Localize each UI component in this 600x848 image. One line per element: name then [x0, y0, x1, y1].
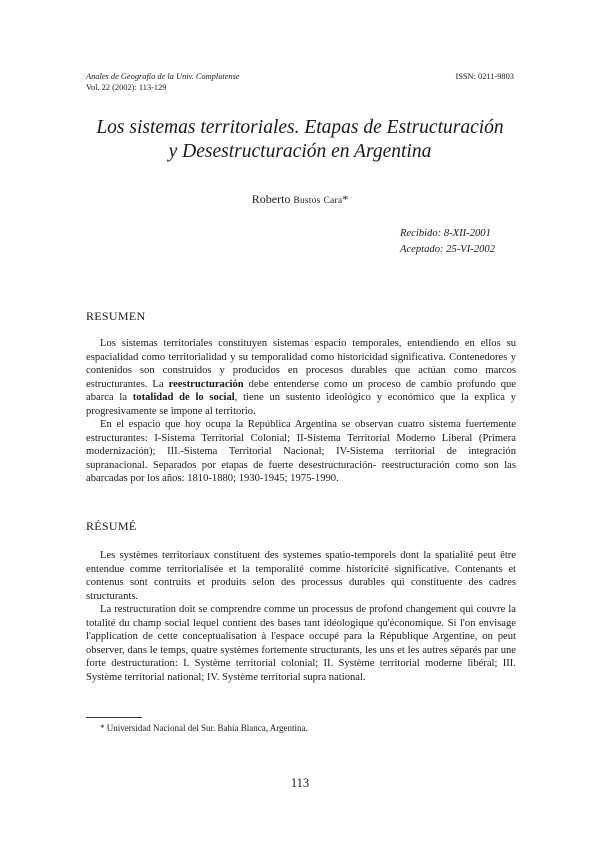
resume-paragraph-2: La restructuration doit se comprendre comme un processus de profond changement qui couvre la totalité du champ social lequel contient des bases tant idéologique qu'économique. Si l'on envisage l'application de cette conceptualisation à l'espace occupé para la République Argentine, on peut observer, dans le temps, quatre systèmes fortemente structurants, les uns et les autres séparés par une forte destructuration: I. Système territorial colonial; II. Système territorial moderne libéral; III. Système territorial national; IV. Système territorial supra national.: [86, 604, 516, 683]
author-surname-2: Cara: [323, 196, 343, 206]
journal-volume: Vol. 22 (2002): 113-129: [86, 82, 167, 92]
title-line-2: y Desestructuración en Argentina: [168, 141, 432, 162]
footnote-divider: [86, 717, 142, 718]
footnote-mark: *: [100, 723, 105, 733]
author-footnote-mark: *: [342, 192, 349, 206]
resumen-paragraph-2: En el espacio que hoy ocupa la República Argentina se observan cuatro sistema fuertemente estructurantes: I-Sistema Territorial Colonial; II-Sistema Territorial Moderno Liberal (Primera modernización); III.-Sistema Territorial Nacional; IV-Sistema territorial de integración supranacional. Separados por etapas de fuerte desestructuración- reestructuración como son las abarcadas por los años: 1810-1880; 1930-1945; 1975-1990.: [86, 419, 516, 484]
footnote-text: Universidad Nacional del Sur. Bahía Blanca, Argentina.: [104, 723, 308, 733]
author: [60, 192, 540, 207]
resume-heading: RÉSUMÉ: [86, 519, 137, 533]
page-number: 113: [290, 776, 310, 790]
accepted-date: Aceptado: 25-VI-2002: [400, 244, 496, 255]
author-first-name: Roberto: [251, 192, 294, 206]
resume-paragraph-1: Les systèmes territoriaux constituent des systemes spatio-temporels dont la spatialité peut être entendue comme territorialisée et la temporalité comme historicité significative. Contenants et contenus sont contruits et produits selon des processus durables qui constituente des cadres structurants.: [86, 550, 516, 602]
author-surname-1: Bustos: [293, 196, 321, 206]
resume-body: [86, 549, 516, 684]
bold-reestructuracion: reestructuración: [168, 378, 244, 390]
title-line-1: Los sistemas territoriales. Etapas de Estructuración: [96, 117, 504, 138]
resumen-heading: RESUMEN: [86, 309, 146, 323]
submission-dates: [400, 226, 495, 258]
issn: ISSN: 0211-9803: [455, 72, 514, 81]
bold-totalidad: totalidad de lo social: [132, 392, 235, 403]
journal-citation: [86, 72, 240, 93]
journal-name: Anales de Geografía de la Univ. Complutense: [86, 72, 240, 81]
received-date: Recibido: 8-XII-2001: [400, 228, 491, 239]
footnote: [100, 723, 308, 733]
resumen-body: [86, 337, 516, 486]
resumen-paragraph-1: Los sistemas territoriales constituyen sistemas espacio temporales, entendiendo en ellos su espacialidad como territorialidad y su temporalidad como historicidad significativa. Contenedores y contenidos son construidos y producidos en procesos durables que actúan como marcos estructurantes. La reestructuración debe entenderse como un proceso de cambio profundo que abarca la totalidad de lo social, tiene un sustento ideológico y económico que la explica y progresivamente se impone al territorio.: [86, 338, 517, 417]
article-title: [60, 116, 540, 164]
